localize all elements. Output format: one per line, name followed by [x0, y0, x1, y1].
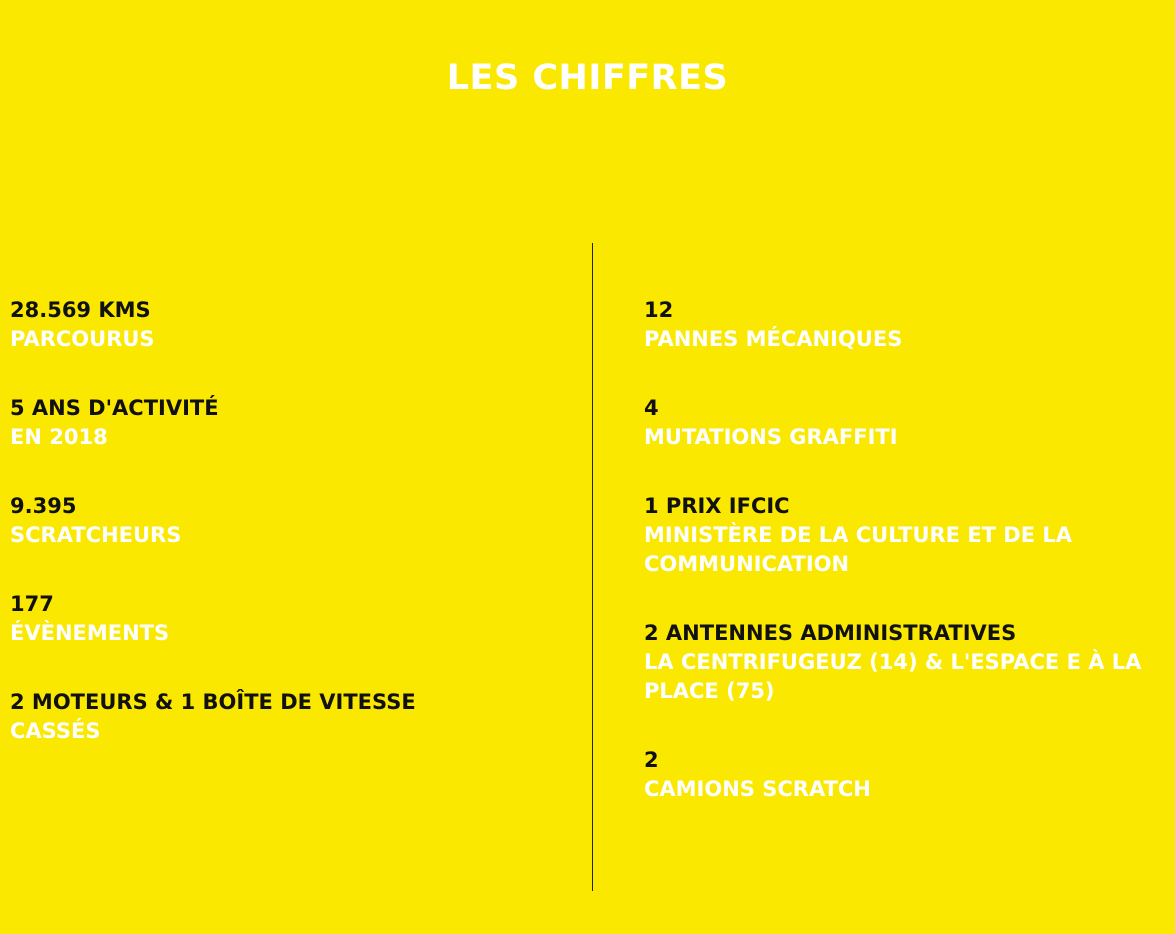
stats-left-column [10, 296, 580, 786]
stat-value: 177 [10, 592, 54, 616]
stat-value: 4 [644, 396, 659, 420]
stat-value: 9.395 [10, 494, 77, 518]
stat-item-antennas [644, 619, 1175, 706]
stat-value: 2 ANTENNES ADMINISTRATIVES [644, 621, 1017, 645]
stat-label: SCRATCHEURS [10, 523, 182, 547]
stat-item-trucks [644, 746, 1175, 804]
stat-label: EN 2018 [10, 425, 108, 449]
stat-item-breakdowns [644, 296, 1175, 354]
page-title: LES CHIFFRES [446, 58, 729, 98]
stat-item-graffiti [644, 394, 1175, 452]
stat-label: CAMIONS SCRATCH [644, 777, 871, 801]
stat-item-distance [10, 296, 580, 354]
stat-label: PANNES MÉCANIQUES [644, 327, 903, 351]
stat-label: MINISTÈRE DE LA CULTURE ET DE LA COMMUNICATION [644, 523, 1073, 576]
stat-item-scratcheurs [10, 492, 580, 550]
column-divider [592, 243, 593, 891]
stat-label: LA CENTRIFUGEUZ (14) & L'ESPACE E À LA PLACE (75) [644, 650, 1142, 703]
stat-value: 1 PRIX IFCIC [644, 494, 790, 518]
stat-label: PARCOURUS [10, 327, 155, 351]
stat-label: CASSÉS [10, 719, 101, 743]
stat-value: 28.569 KMS [10, 298, 151, 322]
stat-item-prize [644, 492, 1175, 579]
stat-item-engines [10, 688, 580, 746]
stat-value: 2 MOTEURS & 1 BOÎTE DE VITESSE [10, 690, 416, 714]
stat-label: MUTATIONS GRAFFITI [644, 425, 898, 449]
stat-value: 2 [644, 748, 659, 772]
stat-item-events [10, 590, 580, 648]
stat-label: ÉVÈNEMENTS [10, 621, 170, 645]
stat-item-years [10, 394, 580, 452]
stat-value: 5 ANS D'ACTIVITÉ [10, 396, 219, 420]
stats-right-column [644, 296, 1175, 844]
stat-value: 12 [644, 298, 674, 322]
